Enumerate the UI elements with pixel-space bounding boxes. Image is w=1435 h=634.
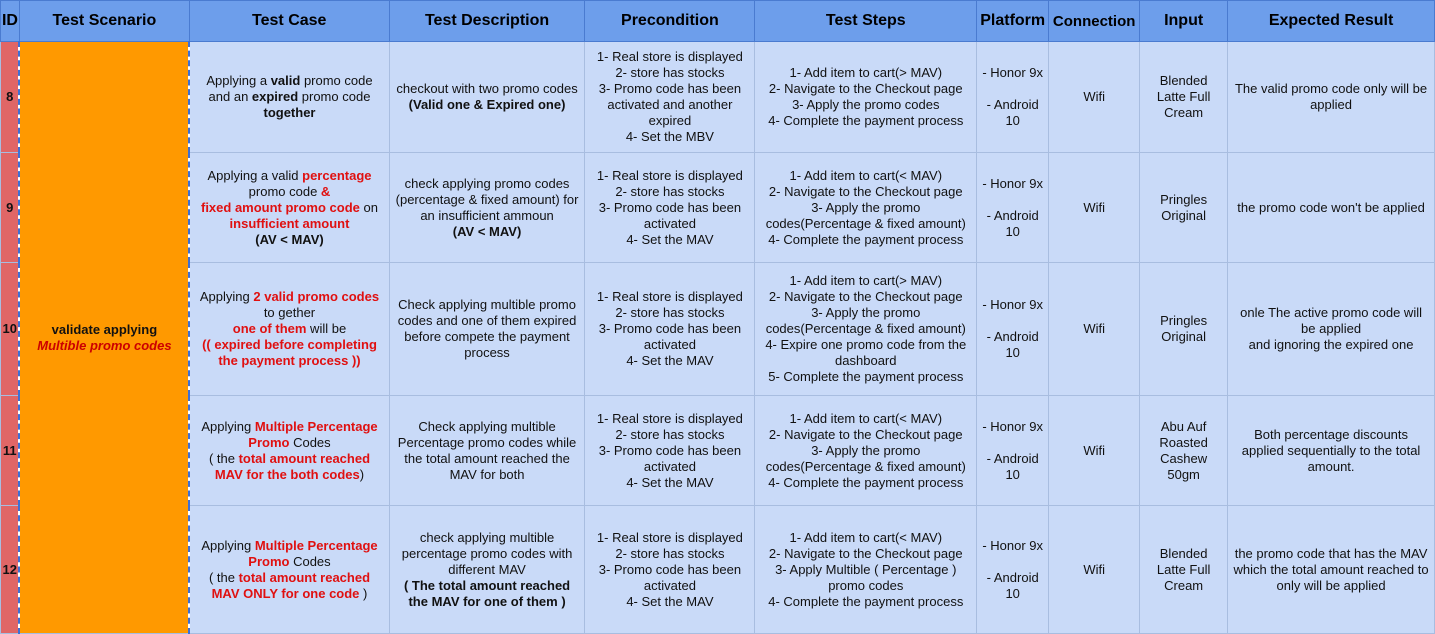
tc-text: Applying a valid [207, 167, 303, 183]
pre-line: 3- Promo code has been activated [598, 321, 742, 352]
tc-text: total amount reached MAV ONLY for one code [211, 569, 371, 601]
platform-line: - Android [986, 97, 1039, 112]
desc-line: (Valid one & Expired one) [408, 97, 566, 112]
test-steps-cell[interactable] [755, 153, 977, 263]
pre-line: 2- store has stocks [615, 183, 725, 199]
desc-line: checkout with two promo codes [396, 81, 578, 96]
header-id[interactable]: ID [1, 1, 20, 42]
header-test-steps[interactable]: Test Steps [755, 1, 977, 42]
table-row [1, 153, 1435, 263]
precondition-cell[interactable] [585, 153, 755, 263]
platform-line: - Honor 9x [982, 418, 1044, 434]
header-test-case[interactable]: Test Case [189, 1, 389, 42]
expected-result-cell[interactable] [1228, 506, 1435, 634]
tc-text: to gether [263, 305, 316, 320]
test-case-cell[interactable] [189, 396, 389, 506]
tc-text: together [263, 105, 316, 120]
test-case-cell[interactable] [189, 263, 389, 396]
tc-text: Applying [201, 537, 255, 553]
step-line: 1- Add item to cart(< MAV) [789, 167, 943, 183]
header-test-description[interactable]: Test Description [389, 1, 585, 42]
description-cell[interactable] [389, 396, 585, 506]
tc-text: & [320, 183, 331, 199]
precondition-cell[interactable] [585, 42, 755, 153]
header-expected-result[interactable]: Expected Result [1228, 1, 1435, 42]
tc-text: Applying [201, 418, 255, 434]
step-line: 3- Apply the promo codes(Percentage & fixed amount) [765, 442, 966, 474]
pre-line: 1- Real store is displayed [596, 167, 743, 183]
test-steps-cell[interactable] [755, 396, 977, 506]
platform-cell[interactable] [977, 263, 1049, 396]
step-line: 4- Complete the payment process [768, 113, 964, 128]
test-case-cell[interactable] [189, 506, 389, 634]
expected-result-cell[interactable] [1228, 263, 1435, 396]
header-platform[interactable]: Platform [977, 1, 1049, 42]
tc-text: ( the [208, 569, 239, 585]
tc-text: Multiple Percentage Promo [248, 418, 378, 450]
tc-text: ) [359, 466, 365, 482]
tc-text: insufficient amount [229, 215, 350, 231]
step-line: 3- Apply the promo codes [792, 97, 940, 112]
input-cell[interactable]: Pringles Original [1140, 153, 1228, 263]
pre-line: 1- Real store is displayed [596, 410, 743, 426]
tc-text: promo code [248, 183, 321, 199]
header-row [1, 1, 1435, 42]
pre-line: 3- Promo code has been activated and another expired [598, 81, 742, 128]
step-line: 1- Add item to cart(> MAV) [789, 65, 943, 80]
platform-line: - Honor 9x [982, 65, 1044, 80]
tc-text: expired [251, 89, 299, 104]
precondition-cell[interactable] [585, 263, 755, 396]
table-row [1, 263, 1435, 396]
pre-line: 4- Set the MAV [626, 353, 714, 368]
input-cell[interactable]: Pringles Original [1140, 263, 1228, 396]
step-line: 4- Complete the payment process [768, 474, 964, 490]
step-line: 3- Apply Multible ( Percentage ) promo codes [775, 561, 957, 593]
table-row [1, 42, 1435, 153]
platform-line: - Honor 9x [982, 537, 1044, 553]
input-cell[interactable]: Blended Latte Full Cream [1140, 506, 1228, 634]
pre-line: 4- Set the MAV [626, 231, 714, 247]
description-cell[interactable] [389, 263, 585, 396]
tc-text: one of them [232, 321, 307, 336]
tc-text: on [359, 199, 378, 215]
tc-text: Codes [289, 434, 331, 450]
step-line: 2- Navigate to the Checkout page [768, 426, 963, 442]
pre-line: 3- Promo code has been activated [598, 199, 742, 231]
step-line: 2- Navigate to the Checkout page [768, 81, 963, 96]
expected-line: and ignoring the expired one [1248, 337, 1414, 352]
step-line: 5- Complete the payment process [768, 369, 964, 384]
pre-line: 4- Set the MAV [626, 593, 714, 609]
platform-line: - Honor 9x [982, 175, 1044, 191]
test-scenario-cell[interactable] [19, 42, 189, 634]
platform-line: - Honor 9x [982, 297, 1044, 312]
step-line: 2- Navigate to the Checkout page [768, 289, 963, 304]
row-id[interactable]: 11 [1, 396, 20, 506]
tc-text: fixed amount promo code [200, 199, 360, 215]
precondition-cell[interactable] [585, 506, 755, 634]
connection-cell[interactable]: Wifi [1049, 396, 1140, 506]
tc-text: 2 valid promo codes [253, 289, 380, 304]
platform-line: 10 [1005, 466, 1020, 482]
expected-line: the promo code that has the MAV which the total amount reached to [1233, 545, 1429, 577]
platform-line: - Android [986, 207, 1039, 223]
platform-line: - Android [986, 450, 1039, 466]
connection-cell[interactable]: Wifi [1049, 153, 1140, 263]
pre-line: 2- store has stocks [615, 426, 725, 442]
step-line: 4- Expire one promo code from the dashboard [765, 337, 967, 368]
tc-text: valid [270, 73, 301, 88]
desc-line: check applying multible percentage promo codes with different MAV [401, 529, 573, 577]
expected-line: onle The active promo code will be applied [1240, 305, 1422, 336]
tc-text: Multiple Percentage Promo [248, 537, 378, 569]
header-input[interactable]: Input [1140, 1, 1228, 42]
header-precondition[interactable]: Precondition [585, 1, 755, 42]
scenario-line-1: validate applying [51, 321, 158, 337]
platform-cell[interactable] [977, 396, 1049, 506]
test-steps-cell[interactable] [755, 263, 977, 396]
test-steps-cell[interactable] [755, 42, 977, 153]
step-line: 1- Add item to cart(< MAV) [789, 410, 943, 426]
pre-line: 3- Promo code has been activated [598, 561, 742, 593]
pre-line: 4- Set the MBV [625, 129, 714, 144]
pre-line: 1- Real store is displayed [596, 289, 743, 304]
desc-line: Check applying multible promo codes and one of them expired before compete the payment process [397, 297, 577, 360]
pre-line: 2- store has stocks [615, 305, 725, 320]
step-line: 1- Add item to cart(> MAV) [789, 273, 943, 288]
platform-line: - Android [986, 329, 1039, 344]
pre-line: 1- Real store is displayed [596, 49, 743, 64]
test-steps-cell[interactable] [755, 506, 977, 634]
connection-cell[interactable]: Wifi [1049, 263, 1140, 396]
tc-text: will be [306, 321, 347, 336]
input-cell[interactable]: Abu Auf Roasted Cashew 50gm [1140, 396, 1228, 506]
tc-text: (( expired before completing the payment process )) [202, 337, 377, 368]
description-cell[interactable] [389, 153, 585, 263]
connection-cell[interactable]: Wifi [1049, 506, 1140, 634]
expected-result-cell[interactable]: the promo code won't be applied [1228, 153, 1435, 263]
tc-text: promo code [298, 89, 371, 104]
step-line: 3- Apply the promo codes(Percentage & fixed amount) [765, 199, 966, 231]
platform-line: 10 [1005, 113, 1020, 128]
header-connection[interactable]: Connection [1049, 1, 1140, 42]
desc-line: ( The total amount reached the MAV for one of them ) [403, 577, 571, 609]
tc-text: ) [359, 585, 368, 601]
step-line: 4- Complete the payment process [768, 593, 964, 609]
tc-text: ( the [208, 450, 239, 466]
precondition-cell[interactable] [585, 396, 755, 506]
platform-cell[interactable] [977, 153, 1049, 263]
step-line: 3- Apply the promo codes(Percentage & fixed amount) [765, 305, 966, 336]
pre-line: 3- Promo code has been activated [598, 442, 742, 474]
row-id[interactable]: 8 [1, 42, 20, 153]
expected-result-cell[interactable]: The valid promo code only will be applied [1228, 42, 1435, 153]
pre-line: 1- Real store is displayed [596, 529, 743, 545]
pre-line: 2- store has stocks [615, 545, 725, 561]
pre-line: 2- store has stocks [615, 65, 725, 80]
platform-line: 10 [1005, 223, 1020, 239]
desc-line: Check applying multible Percentage promo codes while the total amount reached the MAV for both [397, 418, 577, 482]
tc-text: Codes [289, 553, 331, 569]
tc-text: Applying [199, 289, 254, 304]
step-line: 4- Complete the payment process [768, 231, 964, 247]
platform-cell[interactable] [977, 42, 1049, 153]
desc-line: (AV < MAV) [452, 223, 522, 239]
expected-result-cell[interactable]: Both percentage discounts applied sequentially to the total amount. [1228, 396, 1435, 506]
pre-line: 4- Set the MAV [626, 474, 714, 490]
row-id[interactable]: 9 [1, 153, 20, 263]
row-id[interactable]: 10 [1, 263, 20, 396]
tc-text: Applying a [206, 73, 271, 88]
header-test-scenario[interactable]: Test Scenario [19, 1, 189, 42]
input-cell[interactable]: Blended Latte Full Cream [1140, 42, 1228, 153]
description-cell[interactable] [389, 506, 585, 634]
tc-text: total amount reached MAV for the both codes [214, 450, 371, 482]
step-line: 2- Navigate to the Checkout page [768, 545, 963, 561]
step-line: 1- Add item to cart(< MAV) [789, 529, 943, 545]
tc-text: percentage [302, 167, 372, 183]
step-line: 2- Navigate to the Checkout page [768, 183, 963, 199]
platform-line: - Android [986, 569, 1039, 585]
tc-text: promo code and an [208, 73, 373, 104]
scenario-line-2: Multible promo codes [37, 337, 172, 353]
desc-line: check applying promo codes (percentage & fixed amount) for an insufficient ammoun [395, 175, 579, 223]
table-row [1, 396, 1435, 506]
test-case-cell[interactable] [189, 42, 389, 153]
expected-line: only will be applied [1276, 577, 1386, 593]
row-id[interactable]: 12 [1, 506, 20, 634]
table-row [1, 506, 1435, 634]
description-cell[interactable] [389, 42, 585, 153]
platform-cell[interactable] [977, 506, 1049, 634]
platform-line: 10 [1005, 345, 1020, 360]
tc-text: (AV < MAV) [255, 231, 324, 247]
test-case-cell[interactable] [189, 153, 389, 263]
platform-line: 10 [1005, 585, 1020, 601]
connection-cell[interactable]: Wifi [1049, 42, 1140, 153]
